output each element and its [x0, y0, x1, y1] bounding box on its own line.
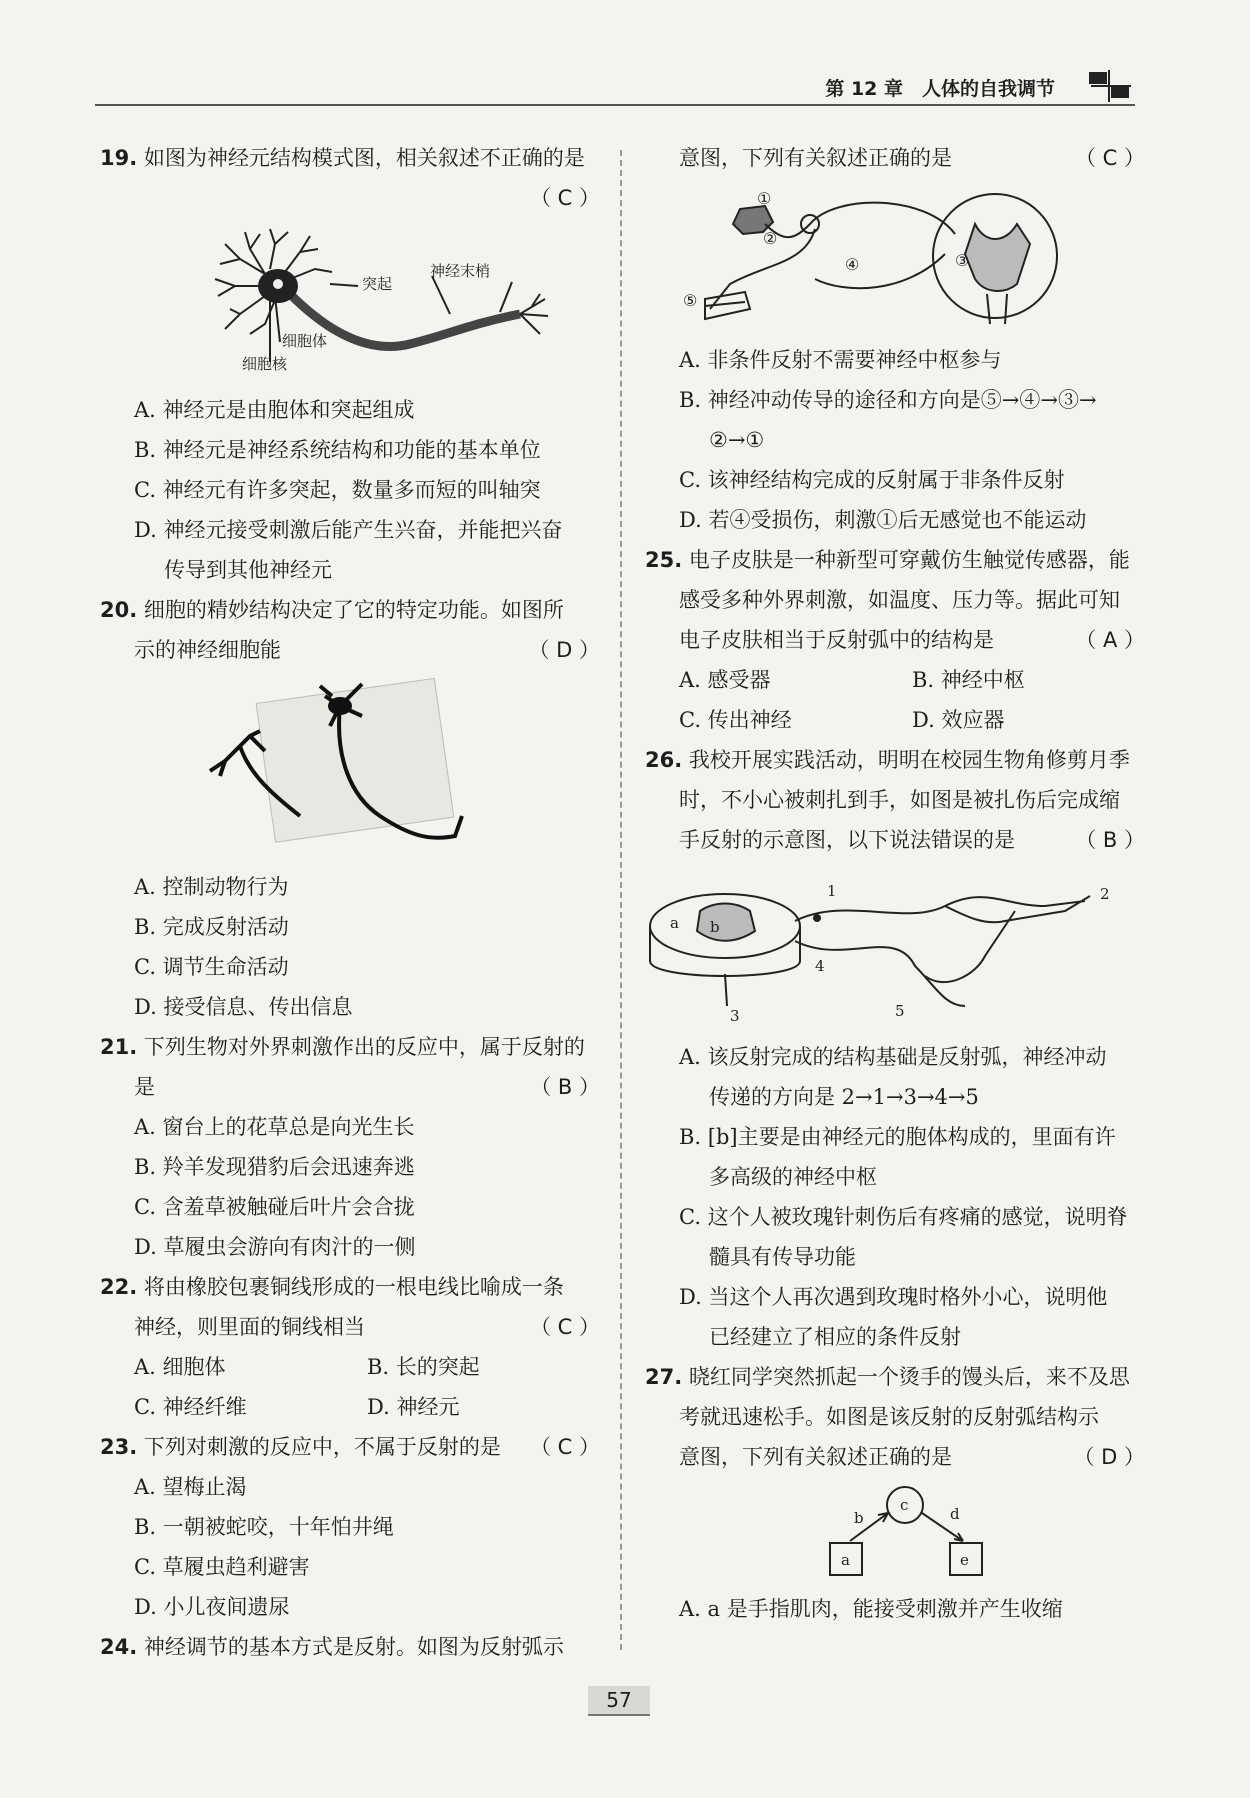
- answer-marker: （ C ）: [529, 186, 600, 210]
- option-d[interactable]: D. 接受信息、传出信息: [134, 995, 353, 1019]
- answer-marker: （ A ）: [1075, 628, 1145, 652]
- option-a[interactable]: A. 非条件反射不需要神经中枢参与: [679, 348, 1002, 372]
- option-a[interactable]: A. 细胞体: [134, 1355, 226, 1379]
- question-stem: 我校开展实践活动，明明在校园生物角修剪月季: [688, 748, 1130, 772]
- option-c[interactable]: C. 调节生命活动: [134, 955, 289, 979]
- question-stem: 细胞的精妙结构决定了它的特定功能。如图所: [143, 598, 564, 622]
- label-2: ②: [763, 229, 778, 248]
- label-a: a: [841, 1551, 850, 1569]
- answer-marker: （ C ）: [529, 1315, 600, 1339]
- option-a[interactable]: A. 该反射完成的结构基础是反射弧，神经冲动: [679, 1045, 1107, 1069]
- label-a: a: [670, 914, 679, 932]
- question-stem: 如图为神经元结构模式图，相关叙述不正确的是: [143, 146, 585, 170]
- option-c[interactable]: C. 神经元有许多突起，数量多而短的叫轴突: [134, 478, 541, 502]
- question-stem-cont2: 手反射的示意图，以下说法错误的是: [679, 828, 1015, 852]
- option-a[interactable]: A. 窗台上的花草总是向光生长: [134, 1115, 415, 1139]
- label-nerve-ending: 神经末梢: [430, 262, 491, 280]
- question-23: [100, 1427, 600, 1627]
- answer-marker: （ B ）: [1075, 828, 1145, 852]
- option-d[interactable]: D. 若④受损伤，刺激①后无感觉也不能运动: [679, 508, 1087, 532]
- option-b[interactable]: B. 神经中枢: [912, 668, 1025, 692]
- label-4: ④: [845, 255, 860, 274]
- question-number: 25.: [645, 548, 683, 572]
- option-b[interactable]: B. 完成反射活动: [134, 915, 289, 939]
- label-b: b: [710, 918, 720, 936]
- page-header: [95, 68, 1135, 106]
- option-d-continuation: 传导到其他神经元: [164, 558, 332, 582]
- option-a-continuation: 传递的方向是 2→1→3→4→5: [709, 1085, 979, 1109]
- question-20: [100, 590, 600, 1027]
- question-number: 22.: [100, 1275, 138, 1299]
- question-number: 24.: [100, 1635, 138, 1659]
- question-stem-cont: 意图，下列有关叙述正确的是: [679, 146, 952, 170]
- question-24-start: [100, 1627, 600, 1667]
- reflex-arc-figure: [645, 184, 1145, 334]
- question-number: 21.: [100, 1035, 138, 1059]
- option-d[interactable]: D. 草履虫会游向有肉汁的一侧: [134, 1235, 416, 1259]
- option-d[interactable]: D. 神经元: [367, 1395, 460, 1419]
- label-e: e: [960, 1551, 969, 1569]
- reflex-arc-schematic-figure: [645, 1483, 1145, 1583]
- option-c[interactable]: C. 含羞草被触碰后叶片会合拢: [134, 1195, 415, 1219]
- option-a[interactable]: A. a 是手指肌肉，能接受刺激并产生收缩: [679, 1597, 1063, 1621]
- option-c[interactable]: C. 该神经结构完成的反射属于非条件反射: [679, 468, 1065, 492]
- label-2: 2: [1100, 885, 1110, 903]
- label-nucleus: 细胞核: [242, 355, 288, 373]
- question-number: 27.: [645, 1365, 683, 1389]
- question-stem: 将由橡胶包裹铜线形成的一根电线比喻成一条: [143, 1275, 564, 1299]
- answer-marker: （ C ）: [529, 1435, 600, 1459]
- option-c[interactable]: C. 这个人被玫瑰针刺伤后有疼痛的感觉，说明脊: [679, 1205, 1128, 1229]
- question-number: 20.: [100, 598, 138, 622]
- question-stem-cont: 示的神经细胞能: [134, 638, 281, 662]
- neuron-structure-figure: [100, 224, 600, 384]
- label-5: 5: [895, 1002, 905, 1020]
- question-number: 26.: [645, 748, 683, 772]
- question-22: [100, 1267, 600, 1427]
- option-c[interactable]: C. 神经纤维: [134, 1395, 247, 1419]
- question-stem: 下列对刺激的反应中，不属于反射的是: [143, 1435, 501, 1459]
- question-stem-cont: 考就迅速松手。如图是该反射的反射弧结构示: [679, 1405, 1099, 1429]
- question-stem-cont: 是: [134, 1075, 155, 1099]
- left-column: [100, 138, 600, 1667]
- question-27: [645, 1357, 1145, 1629]
- option-b-continuation: ②→①: [709, 428, 765, 452]
- question-stem-cont: 感受多种外界刺激，如温度、压力等。据此可知: [679, 588, 1120, 612]
- answer-marker: （ B ）: [530, 1075, 600, 1099]
- withdrawal-reflex-figure: [645, 866, 1145, 1031]
- question-19: [100, 138, 600, 590]
- question-24-cont: [645, 138, 1145, 540]
- label-d: d: [950, 1505, 960, 1523]
- nerve-cell-figure: [100, 676, 600, 861]
- question-stem: 下列生物对外界刺激作出的反应中，属于反射的: [143, 1035, 585, 1059]
- option-b[interactable]: B. [b]主要是由神经元的胞体构成的，里面有许: [679, 1125, 1116, 1149]
- option-d[interactable]: D. 效应器: [912, 708, 1005, 732]
- option-c[interactable]: C. 传出神经: [679, 708, 792, 732]
- question-stem: 电子皮肤是一种新型可穿戴仿生触觉传感器，能: [688, 548, 1130, 572]
- label-1: ①: [757, 189, 772, 208]
- answer-marker: （ D ）: [528, 638, 600, 662]
- option-a[interactable]: A. 控制动物行为: [134, 875, 289, 899]
- question-26: [645, 740, 1145, 1357]
- option-c[interactable]: C. 草履虫趋利避害: [134, 1555, 310, 1579]
- option-b[interactable]: B. 一朝被蛇咬，十年怕井绳: [134, 1515, 394, 1539]
- answer-marker: （ C ）: [1074, 146, 1145, 170]
- label-c: c: [900, 1496, 909, 1514]
- option-a[interactable]: A. 感受器: [679, 668, 771, 692]
- right-column: [645, 138, 1145, 1629]
- option-d[interactable]: D. 当这个人再次遇到玫瑰时格外小心，说明他: [679, 1285, 1108, 1309]
- label-3: ③: [955, 251, 970, 270]
- question-number: 23.: [100, 1435, 138, 1459]
- label-cell-body: 细胞体: [282, 332, 328, 350]
- option-b-continuation: 多高级的神经中枢: [709, 1165, 877, 1189]
- question-stem-cont: 时，不小心被刺扎到手，如图是被扎伤后完成缩: [679, 788, 1120, 812]
- label-4: 4: [815, 957, 825, 975]
- option-b[interactable]: B. 神经冲动传导的途径和方向是⑤→④→③→: [679, 388, 1097, 412]
- label-3: 3: [730, 1007, 740, 1025]
- question-25: [645, 540, 1145, 740]
- question-number: 19.: [100, 146, 138, 170]
- question-21: [100, 1027, 600, 1267]
- page-number: 57: [588, 1686, 650, 1716]
- question-stem-cont: 神经，则里面的铜线相当: [134, 1315, 365, 1339]
- question-stem: 晓红同学突然抓起一个烫手的馒头后，来不及思: [688, 1365, 1130, 1389]
- option-a[interactable]: A. 望梅止渴: [134, 1475, 247, 1499]
- chapter-logo-icon: [1087, 68, 1135, 104]
- question-stem-cont2: 电子皮肤相当于反射弧中的结构是: [679, 628, 994, 652]
- option-a[interactable]: A. 神经元是由胞体和突起组成: [134, 398, 415, 422]
- chapter-title: 第 12 章 人体的自我调节: [825, 78, 1055, 100]
- option-b[interactable]: B. 长的突起: [367, 1355, 480, 1379]
- answer-marker: （ D ）: [1073, 1445, 1145, 1469]
- question-stem: 神经调节的基本方式是反射。如图为反射弧示: [143, 1635, 564, 1659]
- label-dendrite: 突起: [362, 275, 393, 293]
- option-b[interactable]: B. 神经元是神经系统结构和功能的基本单位: [134, 438, 541, 462]
- label-5: ⑤: [683, 291, 698, 310]
- column-divider: [620, 150, 622, 1650]
- option-c-continuation: 髓具有传导功能: [709, 1245, 856, 1269]
- option-b[interactable]: B. 羚羊发现猎豹后会迅速奔逃: [134, 1155, 415, 1179]
- label-b: b: [854, 1509, 864, 1527]
- question-stem-cont2: 意图，下列有关叙述正确的是: [679, 1445, 952, 1469]
- option-d[interactable]: D. 小儿夜间遗尿: [134, 1595, 290, 1619]
- option-d[interactable]: D. 神经元接受刺激后能产生兴奋，并能把兴奋: [134, 518, 563, 542]
- option-d-continuation: 已经建立了相应的条件反射: [709, 1325, 961, 1349]
- label-1: 1: [827, 882, 837, 900]
